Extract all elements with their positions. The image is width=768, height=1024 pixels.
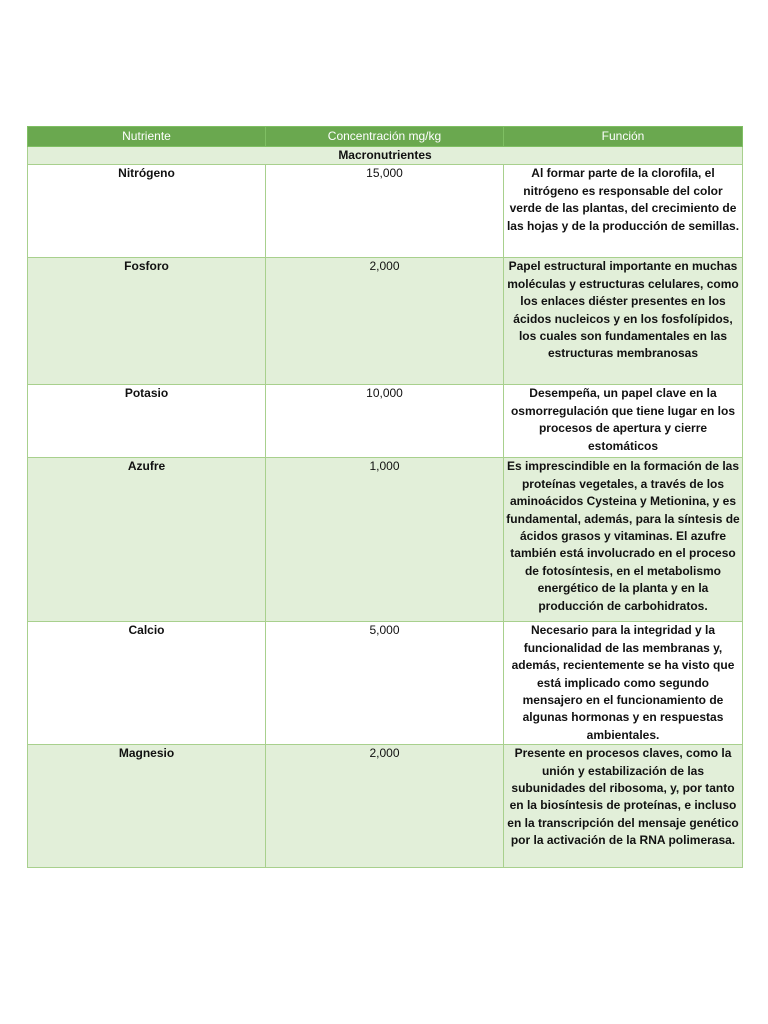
concentration-value: 2,000 <box>266 258 504 385</box>
function-text: Desempeña, un papel clave en la osmorregulación que tiene lugar en los procesos de apertura y cierre estomáticos <box>504 385 743 458</box>
table-row <box>28 385 743 458</box>
table-row <box>28 165 743 258</box>
concentration-value: 15,000 <box>266 165 504 258</box>
table-row <box>28 622 743 745</box>
table-row <box>28 258 743 385</box>
function-text: Necesario para la integridad y la funcionalidad de las membranas y, además, recientemente se ha visto que está implicado como segundo mensajero en el funcionamiento de algunas hormonas y en respuestas ambientales. <box>504 622 743 745</box>
concentration-value: 2,000 <box>266 745 504 868</box>
concentration-value: 10,000 <box>266 385 504 458</box>
section-row <box>28 147 743 165</box>
function-text: Papel estructural importante en muchas moléculas y estructuras celulares, como los enlaces diéster presentes en los ácidos nucleicos y en los fosfolípidos, los cuales son fundamentales en las estructuras membranosas <box>504 258 743 385</box>
header-concentracion: Concentración mg/kg <box>266 127 504 147</box>
nutrient-name: Potasio <box>28 385 266 458</box>
table-row <box>28 745 743 868</box>
table-header-row <box>28 127 743 147</box>
nutrient-name: Azufre <box>28 458 266 622</box>
header-funcion: Función <box>504 127 743 147</box>
nutrient-name: Calcio <box>28 622 266 745</box>
concentration-value: 5,000 <box>266 622 504 745</box>
nutrient-name: Nitrógeno <box>28 165 266 258</box>
nutrients-table <box>27 126 743 868</box>
section-label: Macronutrientes <box>28 147 743 165</box>
function-text: Al formar parte de la clorofila, el nitrógeno es responsable del color verde de las plantas, del crecimiento de las hojas y de la producción de semillas. <box>504 165 743 258</box>
nutrient-name: Fosforo <box>28 258 266 385</box>
header-nutriente: Nutriente <box>28 127 266 147</box>
function-text: Es imprescindible en la formación de las proteínas vegetales, a través de los aminoácidos Cysteina y Metionina, y es fundamental, además, para la síntesis de ácidos grasos y vitaminas. El azufre también está involucrado en el proceso de fotosíntesis, en el metabolismo energético de la planta y en la producción de carbohidratos. <box>504 458 743 622</box>
nutrient-name: Magnesio <box>28 745 266 868</box>
function-text: Presente en procesos claves, como la unión y estabilización de las subunidades del ribosoma, y, por tanto en la biosíntesis de proteínas, e incluso en la transcripción del mensaje genético por la activación de la RNA polimerasa. <box>504 745 743 868</box>
table-row <box>28 458 743 622</box>
concentration-value: 1,000 <box>266 458 504 622</box>
